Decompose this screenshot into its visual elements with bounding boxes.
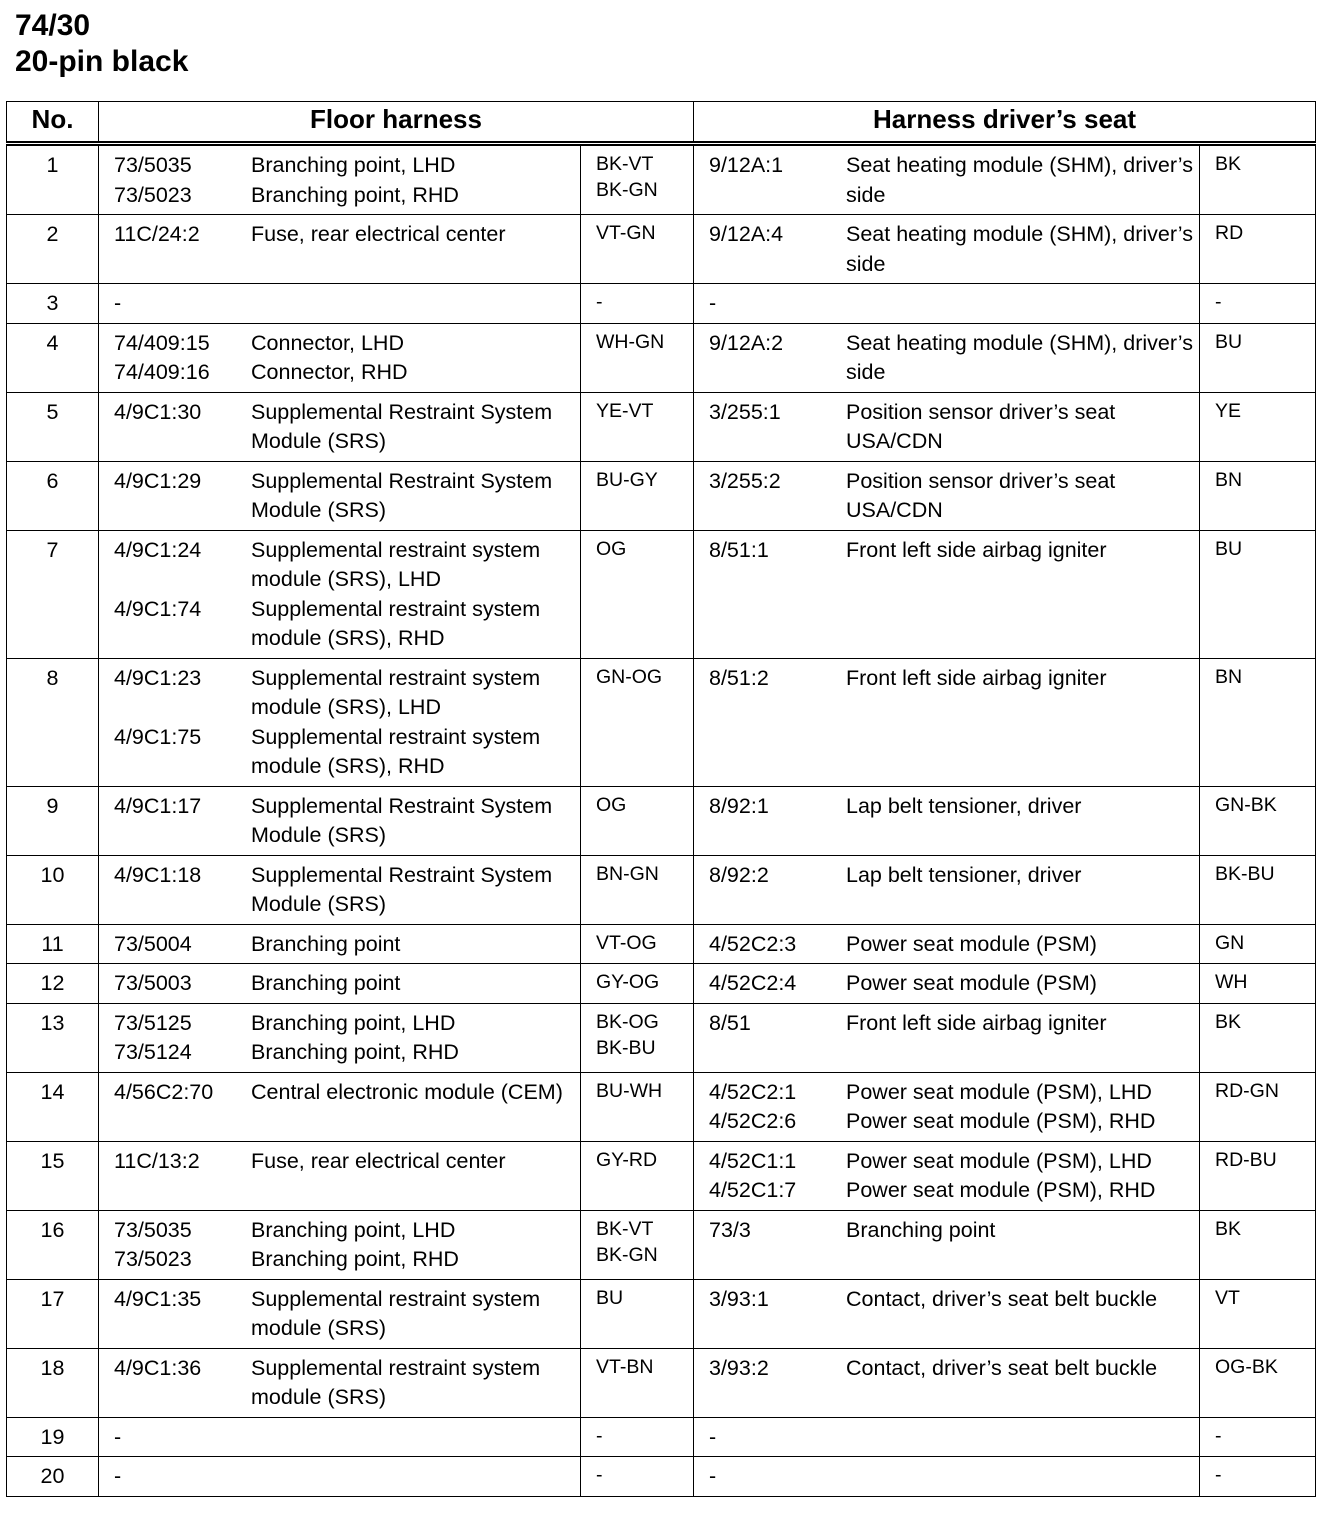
wire-color-code: BK-VT xyxy=(596,153,654,175)
seat-wire-color xyxy=(1200,284,1316,324)
floor-wire-color xyxy=(581,1348,694,1417)
pin-number: 8 xyxy=(7,658,99,786)
seat-wire-color xyxy=(1200,1141,1316,1210)
floor-harness-cell xyxy=(99,530,581,658)
table-row xyxy=(7,215,1316,284)
wire-color-code: BU xyxy=(596,1286,624,1309)
seat-wire-color xyxy=(1200,924,1316,964)
seat-circuit-desc xyxy=(846,289,1199,319)
seat-harness-cell xyxy=(694,144,1200,215)
floor-circuit-desc: Supplemental restraint system module (SRS), RHD xyxy=(251,724,541,778)
floor-circuit-ref: 4/9C1:35 xyxy=(114,1286,202,1311)
seat-harness-cell xyxy=(694,786,1200,855)
pin-number: 5 xyxy=(7,392,99,461)
seat-circuit-desc: Contact, driver’s seat belt buckle xyxy=(846,1286,1158,1311)
floor-circuit-ref: 73/5035 xyxy=(114,153,192,177)
floor-circuit-desc: Supplemental Restraint System Module (SRS) xyxy=(251,468,553,522)
seat-circuit-ref: 4/52C2:4 xyxy=(709,971,797,995)
floor-circuit-desc: Supplemental restraint system module (SRS) xyxy=(251,1355,541,1409)
pin-number: 16 xyxy=(7,1210,99,1279)
pin-number: 6 xyxy=(7,461,99,530)
wire-color-code: RD-GN xyxy=(1215,1079,1279,1102)
floor-wire-color xyxy=(581,144,694,215)
wire-color-code: BU-GY xyxy=(596,468,658,491)
floor-harness-cell xyxy=(99,658,581,786)
seat-harness-cell xyxy=(694,924,1200,964)
seat-wire-color xyxy=(1200,215,1316,284)
seat-harness-cell xyxy=(694,1417,1200,1457)
seat-wire-color xyxy=(1200,1003,1316,1072)
seat-circuit-ref: 3/93:2 xyxy=(709,1355,769,1380)
table-row xyxy=(7,964,1316,1004)
seat-circuit-ref: 8/51:1 xyxy=(709,537,769,562)
floor-harness-cell xyxy=(99,1457,581,1497)
wire-color-code: WH-GN xyxy=(596,330,665,353)
seat-circuit-desc: Lap belt tensioner, driver xyxy=(846,793,1082,818)
table-row xyxy=(7,1072,1316,1141)
seat-wire-color xyxy=(1200,1210,1316,1279)
seat-harness-cell xyxy=(694,215,1200,284)
table-row xyxy=(7,1141,1316,1210)
pin-number: 10 xyxy=(7,855,99,924)
seat-circuit-desc: Power seat module (PSM), LHD xyxy=(846,1148,1152,1173)
seat-circuit-desc: Front left side airbag igniter xyxy=(846,1010,1107,1035)
floor-circuit-ref: 73/5035 xyxy=(114,1217,192,1242)
seat-circuit-ref: 9/12A:4 xyxy=(709,222,784,246)
pin-number: 12 xyxy=(7,964,99,1004)
wire-color-code: BK-OG xyxy=(596,1010,659,1033)
floor-harness-cell xyxy=(99,284,581,324)
wire-color-code: GN-BK xyxy=(1215,793,1277,816)
table-row xyxy=(7,461,1316,530)
seat-harness-cell xyxy=(694,461,1200,530)
wire-color-code: VT-OG xyxy=(596,931,657,954)
connector-title xyxy=(15,8,188,80)
wire-color-code: YE-VT xyxy=(596,399,654,422)
wire-color-code: BK xyxy=(1215,1217,1242,1240)
floor-circuit-desc: Supplemental restraint system module (SRS), LHD xyxy=(251,665,541,719)
floor-circuit-desc xyxy=(251,1462,580,1492)
wire-color-code: OG-BK xyxy=(1215,1355,1278,1378)
wire-color-code: - xyxy=(1215,1424,1222,1447)
floor-circuit-desc xyxy=(251,289,580,319)
floor-harness-cell xyxy=(99,964,581,1004)
floor-harness-cell xyxy=(99,924,581,964)
wire-color-code: BK xyxy=(1215,1010,1242,1033)
seat-harness-cell xyxy=(694,1348,1200,1417)
floor-circuit-desc: Branching point, RHD xyxy=(251,182,459,207)
seat-circuit-ref: 4/52C2:6 xyxy=(709,1109,797,1133)
wire-color-code: BN-GN xyxy=(596,862,659,885)
wire-color-code: BK-VT xyxy=(596,1217,654,1240)
seat-harness-cell xyxy=(694,1003,1200,1072)
floor-circuit-ref: 74/409:15 xyxy=(114,330,210,355)
pin-number: 18 xyxy=(7,1348,99,1417)
floor-wire-color xyxy=(581,1417,694,1457)
wire-color-code: - xyxy=(596,1424,603,1447)
seat-circuit-desc: Seat heating module (SHM), driver’s side xyxy=(846,330,1193,384)
column-header-floor-harness: Floor harness xyxy=(99,102,694,144)
seat-circuit-ref: 4/52C1:1 xyxy=(709,1148,797,1173)
floor-circuit-desc: Branching point xyxy=(251,971,401,995)
seat-circuit-desc: Position sensor driver’s seat USA/CDN xyxy=(846,399,1116,453)
pin-number: 1 xyxy=(7,144,99,215)
wire-color-code: BK-BU xyxy=(596,1036,656,1059)
seat-circuit-desc xyxy=(846,1423,1199,1453)
floor-wire-color xyxy=(581,924,694,964)
floor-wire-color xyxy=(581,1072,694,1141)
floor-circuit-ref: 11C/13:2 xyxy=(114,1148,200,1173)
seat-circuit-desc: Front left side airbag igniter xyxy=(846,665,1107,690)
floor-harness-cell xyxy=(99,1210,581,1279)
pin-number: 9 xyxy=(7,786,99,855)
floor-circuit-ref: - xyxy=(114,291,122,315)
floor-circuit-desc: Fuse, rear electrical center xyxy=(251,222,506,246)
seat-circuit-ref: 3/255:2 xyxy=(709,468,781,493)
seat-harness-cell xyxy=(694,855,1200,924)
floor-circuit-desc xyxy=(251,1423,580,1453)
floor-wire-color xyxy=(581,1141,694,1210)
floor-harness-cell xyxy=(99,392,581,461)
seat-circuit-ref: 8/92:1 xyxy=(709,793,769,818)
floor-circuit-ref: 4/56C2:70 xyxy=(114,1079,214,1104)
seat-wire-color xyxy=(1200,1417,1316,1457)
pin-number: 7 xyxy=(7,530,99,658)
wire-color-code: BK xyxy=(1215,153,1242,175)
floor-circuit-ref: 73/5023 xyxy=(114,1247,192,1271)
wire-color-code: VT xyxy=(1215,1286,1240,1309)
pin-number: 14 xyxy=(7,1072,99,1141)
floor-circuit-desc: Supplemental restraint system module (SRS), RHD xyxy=(251,596,541,650)
floor-circuit-ref: 4/9C1:74 xyxy=(114,596,202,621)
table-row xyxy=(7,392,1316,461)
floor-circuit-desc: Central electronic module (CEM) xyxy=(251,1079,563,1104)
seat-circuit-ref: 9/12A:2 xyxy=(709,330,784,355)
floor-wire-color xyxy=(581,658,694,786)
seat-wire-color xyxy=(1200,530,1316,658)
seat-harness-cell xyxy=(694,1141,1200,1210)
seat-wire-color xyxy=(1200,144,1316,215)
floor-circuit-ref: 4/9C1:24 xyxy=(114,537,202,562)
wire-color-code: BK-BU xyxy=(1215,862,1275,885)
wire-color-code: BK-GN xyxy=(596,179,658,201)
pin-number: 19 xyxy=(7,1417,99,1457)
floor-circuit-ref: 4/9C1:36 xyxy=(114,1355,202,1380)
floor-circuit-ref: 4/9C1:17 xyxy=(114,793,202,818)
wire-color-code: RD xyxy=(1215,222,1244,244)
seat-wire-color xyxy=(1200,658,1316,786)
seat-circuit-desc: Power seat module (PSM), RHD xyxy=(846,1109,1156,1133)
seat-circuit-ref: 3/255:1 xyxy=(709,399,781,424)
floor-wire-color xyxy=(581,530,694,658)
floor-circuit-desc: Supplemental Restraint System Module (SRS) xyxy=(251,399,553,453)
floor-harness-cell xyxy=(99,215,581,284)
wire-color-code: - xyxy=(596,1464,603,1486)
pin-number: 4 xyxy=(7,323,99,392)
table-header-row xyxy=(7,102,1316,144)
seat-circuit-ref: - xyxy=(709,1464,717,1488)
floor-circuit-ref: 4/9C1:30 xyxy=(114,399,202,424)
seat-wire-color xyxy=(1200,323,1316,392)
pin-number: 17 xyxy=(7,1279,99,1348)
seat-circuit-desc: Branching point xyxy=(846,1217,996,1242)
table-row xyxy=(7,1210,1316,1279)
floor-circuit-ref: 73/5125 xyxy=(114,1010,192,1035)
wire-color-code: - xyxy=(596,291,603,313)
floor-harness-cell xyxy=(99,1072,581,1141)
pin-number: 13 xyxy=(7,1003,99,1072)
table-row xyxy=(7,1003,1316,1072)
floor-circuit-ref: 74/409:16 xyxy=(114,360,210,384)
seat-circuit-ref: 4/52C2:3 xyxy=(709,931,797,956)
floor-wire-color xyxy=(581,1003,694,1072)
floor-circuit-desc: Connector, LHD xyxy=(251,330,404,355)
connector-type: 20-pin black xyxy=(15,45,189,78)
seat-circuit-ref: 73/3 xyxy=(709,1217,751,1242)
seat-harness-cell xyxy=(694,284,1200,324)
wire-color-code: RD-BU xyxy=(1215,1148,1277,1171)
pin-number: 11 xyxy=(7,924,99,964)
wire-color-code: VT-BN xyxy=(596,1355,654,1378)
seat-circuit-desc: Seat heating module (SHM), driver’s side xyxy=(846,222,1193,276)
wire-color-code: GN xyxy=(1215,931,1245,954)
floor-harness-cell xyxy=(99,461,581,530)
floor-harness-cell xyxy=(99,1279,581,1348)
pin-number: 20 xyxy=(7,1457,99,1497)
floor-circuit-desc: Supplemental Restraint System Module (SRS) xyxy=(251,862,553,916)
floor-harness-cell xyxy=(99,323,581,392)
pin-number: 2 xyxy=(7,215,99,284)
wire-color-code: BU xyxy=(1215,330,1243,353)
seat-circuit-desc: Power seat module (PSM) xyxy=(846,931,1097,956)
seat-circuit-ref: 8/92:2 xyxy=(709,862,769,887)
seat-harness-cell xyxy=(694,1072,1200,1141)
wire-color-code: - xyxy=(1215,291,1222,313)
floor-harness-cell xyxy=(99,786,581,855)
seat-wire-color xyxy=(1200,1072,1316,1141)
floor-wire-color xyxy=(581,392,694,461)
seat-circuit-ref: - xyxy=(709,291,717,315)
pin-number: 15 xyxy=(7,1141,99,1210)
table-row xyxy=(7,786,1316,855)
floor-circuit-desc: Connector, RHD xyxy=(251,360,408,384)
seat-circuit-ref: 9/12A:1 xyxy=(709,153,784,177)
seat-wire-color xyxy=(1200,1457,1316,1497)
table-row xyxy=(7,1348,1316,1417)
seat-circuit-ref: - xyxy=(709,1424,717,1449)
seat-circuit-desc: Power seat module (PSM), RHD xyxy=(846,1178,1156,1202)
floor-harness-cell xyxy=(99,1003,581,1072)
floor-circuit-desc: Branching point, LHD xyxy=(251,1010,456,1035)
wire-color-code: OG xyxy=(596,537,627,560)
seat-circuit-desc: Contact, driver’s seat belt buckle xyxy=(846,1355,1158,1380)
floor-wire-color xyxy=(581,284,694,324)
floor-circuit-ref: 4/9C1:75 xyxy=(114,724,202,749)
seat-harness-cell xyxy=(694,964,1200,1004)
floor-circuit-ref: 4/9C1:23 xyxy=(114,665,202,690)
seat-wire-color xyxy=(1200,1348,1316,1417)
wire-color-code: OG xyxy=(596,793,627,816)
floor-wire-color xyxy=(581,1279,694,1348)
wire-color-code: BK-GN xyxy=(596,1243,658,1266)
seat-harness-cell xyxy=(694,658,1200,786)
floor-circuit-ref: 73/5003 xyxy=(114,971,192,995)
table-row xyxy=(7,658,1316,786)
table-row xyxy=(7,323,1316,392)
table-row xyxy=(7,530,1316,658)
seat-circuit-desc: Seat heating module (SHM), driver’s side xyxy=(846,153,1193,207)
seat-circuit-desc: Lap belt tensioner, driver xyxy=(846,862,1082,887)
wire-color-code: GY-RD xyxy=(596,1148,658,1171)
seat-wire-color xyxy=(1200,786,1316,855)
column-header-seat-harness: Harness driver’s seat xyxy=(694,102,1316,144)
seat-harness-cell xyxy=(694,392,1200,461)
seat-circuit-desc xyxy=(846,1462,1199,1492)
table-row xyxy=(7,1417,1316,1457)
seat-harness-cell xyxy=(694,1279,1200,1348)
floor-circuit-ref: 73/5124 xyxy=(114,1040,192,1064)
seat-harness-cell xyxy=(694,530,1200,658)
wire-color-code: BN xyxy=(1215,468,1243,491)
floor-wire-color xyxy=(581,215,694,284)
seat-circuit-desc: Power seat module (PSM), LHD xyxy=(846,1079,1152,1104)
seat-harness-cell xyxy=(694,323,1200,392)
table-row xyxy=(7,1279,1316,1348)
floor-circuit-desc: Branching point, LHD xyxy=(251,1217,456,1242)
floor-wire-color xyxy=(581,964,694,1004)
table-row xyxy=(7,284,1316,324)
seat-wire-color xyxy=(1200,1279,1316,1348)
floor-circuit-ref: - xyxy=(114,1464,122,1488)
floor-wire-color xyxy=(581,461,694,530)
floor-harness-cell xyxy=(99,144,581,215)
seat-harness-cell xyxy=(694,1457,1200,1497)
wire-color-code: WH xyxy=(1215,971,1248,993)
floor-harness-cell xyxy=(99,1348,581,1417)
seat-circuit-ref: 3/93:1 xyxy=(709,1286,769,1311)
seat-circuit-ref: 8/51:2 xyxy=(709,665,769,690)
wire-color-code: YE xyxy=(1215,399,1242,422)
seat-wire-color xyxy=(1200,461,1316,530)
wire-color-code: BU xyxy=(1215,537,1243,560)
wire-color-code: GN-OG xyxy=(596,665,663,688)
seat-circuit-ref: 4/52C1:7 xyxy=(709,1178,797,1202)
table-row xyxy=(7,1457,1316,1497)
floor-circuit-desc: Supplemental Restraint System Module (SRS) xyxy=(251,793,553,847)
floor-circuit-desc: Fuse, rear electrical center xyxy=(251,1148,506,1173)
floor-wire-color xyxy=(581,323,694,392)
floor-circuit-ref: 4/9C1:18 xyxy=(114,862,202,887)
seat-circuit-ref: 4/52C2:1 xyxy=(709,1079,797,1104)
floor-harness-cell xyxy=(99,855,581,924)
wire-color-code: BU-WH xyxy=(596,1079,663,1102)
table-row xyxy=(7,924,1316,964)
seat-circuit-desc: Power seat module (PSM) xyxy=(846,971,1097,995)
floor-harness-cell xyxy=(99,1141,581,1210)
wire-color-code: - xyxy=(1215,1464,1222,1486)
column-header-no: No. xyxy=(7,102,99,144)
floor-circuit-ref: 11C/24:2 xyxy=(114,222,200,246)
floor-circuit-desc: Branching point, RHD xyxy=(251,1247,459,1271)
floor-circuit-ref: 73/5004 xyxy=(114,931,192,956)
floor-harness-cell xyxy=(99,1417,581,1457)
wire-color-code: BN xyxy=(1215,665,1243,688)
pin-number: 3 xyxy=(7,284,99,324)
pinout-table xyxy=(6,101,1316,1497)
table-row xyxy=(7,855,1316,924)
floor-circuit-desc: Branching point xyxy=(251,931,401,956)
floor-wire-color xyxy=(581,1457,694,1497)
seat-circuit-desc: Position sensor driver’s seat USA/CDN xyxy=(846,468,1116,522)
floor-circuit-ref: 73/5023 xyxy=(114,182,192,207)
floor-wire-color xyxy=(581,786,694,855)
floor-circuit-desc: Supplemental restraint system module (SRS) xyxy=(251,1286,541,1340)
floor-circuit-desc: Supplemental restraint system module (SRS), LHD xyxy=(251,537,541,591)
seat-circuit-ref: 8/51 xyxy=(709,1010,751,1035)
table-row xyxy=(7,144,1316,215)
wire-color-code: GY-OG xyxy=(596,971,660,993)
connector-id: 74/30 xyxy=(15,9,91,42)
floor-circuit-desc: Branching point, LHD xyxy=(251,153,456,177)
seat-wire-color xyxy=(1200,855,1316,924)
floor-circuit-ref: - xyxy=(114,1424,122,1449)
seat-wire-color xyxy=(1200,964,1316,1004)
floor-circuit-desc: Branching point, RHD xyxy=(251,1040,459,1064)
floor-wire-color xyxy=(581,1210,694,1279)
floor-wire-color xyxy=(581,855,694,924)
seat-circuit-desc: Front left side airbag igniter xyxy=(846,537,1107,562)
seat-wire-color xyxy=(1200,392,1316,461)
seat-harness-cell xyxy=(694,1210,1200,1279)
floor-circuit-ref: 4/9C1:29 xyxy=(114,468,202,493)
wire-color-code: VT-GN xyxy=(596,222,656,244)
